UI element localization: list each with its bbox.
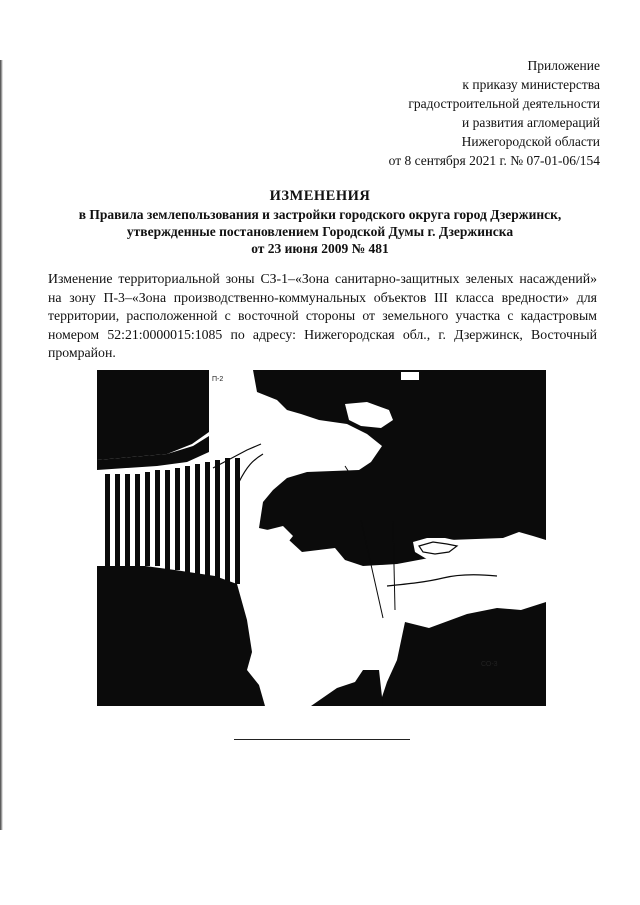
annex-line: градостроительной деятельности (408, 96, 600, 111)
heading-line: в Правила землепользования и застройки городского округа город Дзержинск, (78, 207, 562, 222)
document-heading (40, 188, 600, 257)
heading-line: от 23 июня 2009 № 481 (251, 241, 389, 256)
zone-label-so3: СО-3 (481, 661, 498, 668)
zoning-map (97, 370, 546, 706)
zoning-map-graphic (97, 370, 546, 706)
body-paragraph: Изменение территориальной зоны СЗ-1–«Зона санитарно-защитных зеленых насаждений» на зону П-3–«Зона производственно-коммунальных объектов III класса вредности» для территории, расположенной с восточной стороны от земельного участка с кадастровым номером 52:21:0000015:1085 по адресу: Нижегородская обл., г. Дзержинск, Восточный промрайон. (48, 271, 597, 360)
heading-line: утвержденные постановлением Городской Думы г. Дзержинска (126, 224, 514, 239)
annex-line: к приказу министерства (462, 77, 600, 92)
annex-block (389, 56, 600, 170)
document-title: ИЗМЕНЕНИЯ (269, 188, 371, 204)
closing-rule (234, 739, 410, 740)
scan-edge-artifact (0, 60, 4, 830)
annex-line: Нижегородской области (461, 134, 600, 149)
zone-label-p2: П-2 (212, 376, 224, 383)
annex-line: и развития агломераций (461, 115, 600, 130)
annex-line: Приложение (527, 58, 600, 73)
annex-line: от 8 сентября 2021 г. № 07-01-06/154 (388, 153, 600, 168)
map-dark-areas (97, 370, 546, 706)
map-hatched-zone (105, 458, 240, 584)
